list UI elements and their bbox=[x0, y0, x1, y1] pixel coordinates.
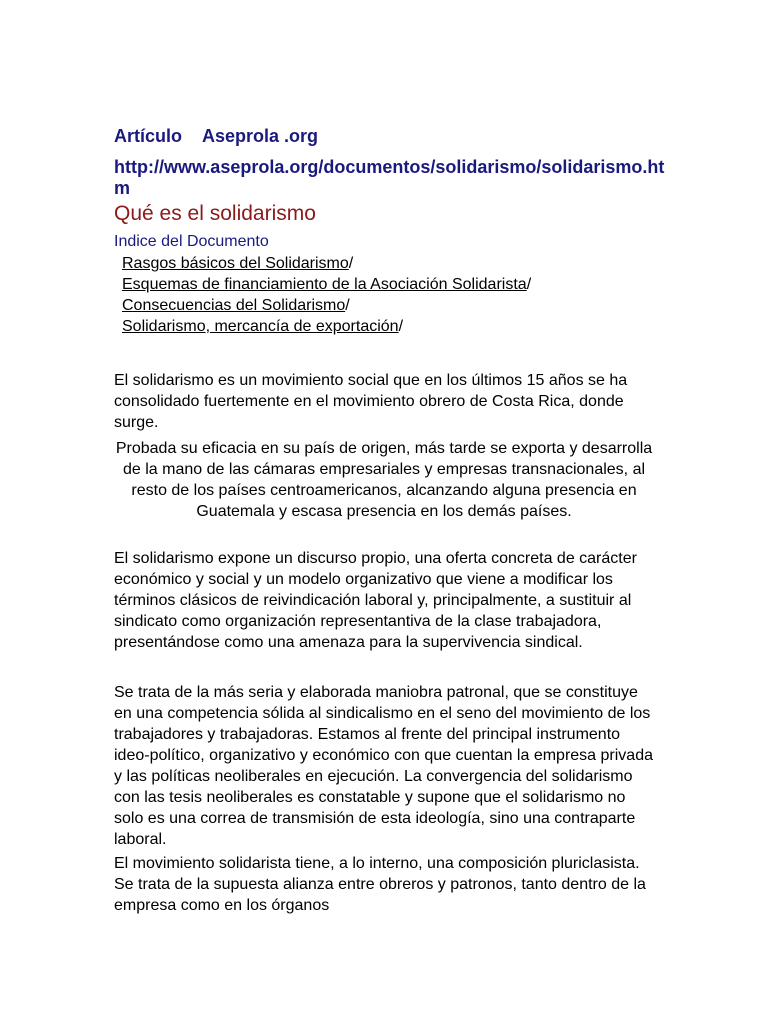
index-separator: / bbox=[348, 255, 354, 272]
index-link-exportacion[interactable]: Solidarismo, mercancía de exportación bbox=[122, 318, 399, 335]
index-item bbox=[122, 253, 531, 274]
paragraph: Se trata de la más seria y elaborada maniobra patronal, que se constituye en una competencia sólida al sindicalismo en el seno del movimiento de los trabajadores y trabajadoras. Estamos al frente del principal instrumento ideo-político, organizativo y económico con que cuentan la empresa privada y las políticas neoliberales en ejecución. La convergencia del solidarismo con las tesis neoliberales es constatable y supone que el solidarismo no solo es una correa de transmisión de esta ideología, sino una contraparte laboral. bbox=[114, 684, 653, 848]
paragraph: El movimiento solidarista tiene, a lo interno, una composición pluriclasista. Se trata de la supuesta alianza entre obreros y patronos, tanto dentro de la empresa como en los órganos bbox=[114, 855, 646, 914]
paragraph: El solidarismo expone un discurso propio, una oferta concreta de carácter económico y social y un modelo organizativo que viene a modificar los términos clásicos de reivindicación laboral y, principalmente, a sustituir al sindicato como organización representantiva de la clase trabajadora, presentándose como una amenaza para la supervivencia sindical. bbox=[114, 550, 637, 651]
index-link-rasgos[interactable]: Rasgos básicos del Solidarismo bbox=[122, 255, 349, 272]
index-link-consecuencias[interactable]: Consecuencias del Solidarismo bbox=[122, 297, 346, 314]
index-link-esquemas[interactable]: Esquemas de financiamiento de la Asociación Solidarista bbox=[122, 276, 527, 293]
index-separator: / bbox=[345, 297, 350, 314]
index-item bbox=[122, 274, 531, 295]
index-item bbox=[122, 316, 531, 337]
article-header bbox=[114, 126, 318, 147]
page-title: Qué es el solidarismo bbox=[114, 202, 316, 225]
paragraph: El solidarismo es un movimiento social que en los últimos 15 años se ha consolidado fuertemente en el movimiento obrero de Costa Rica, donde surge. bbox=[114, 372, 628, 431]
site-name: Aseprola .org bbox=[202, 126, 319, 146]
source-url: http://www.aseprola.org/documentos/solidarismo/solidarismo.htm bbox=[114, 157, 665, 198]
index-list bbox=[122, 253, 531, 337]
index-separator: / bbox=[526, 276, 532, 293]
index-item bbox=[122, 295, 531, 316]
index-label: Indice del Documento bbox=[114, 233, 269, 250]
centered-paragraph: Probada su eficacia en su país de origen, más tarde se exporta y desarrolla de la mano de las cámaras empresariales y empresas transnacionales, al resto de los países centroamericanos, alcanzando alguna presencia en Guatemala y escasa presencia en los demás países. bbox=[115, 440, 653, 520]
index-separator: / bbox=[398, 318, 404, 335]
article-label: Artículo bbox=[114, 126, 183, 146]
